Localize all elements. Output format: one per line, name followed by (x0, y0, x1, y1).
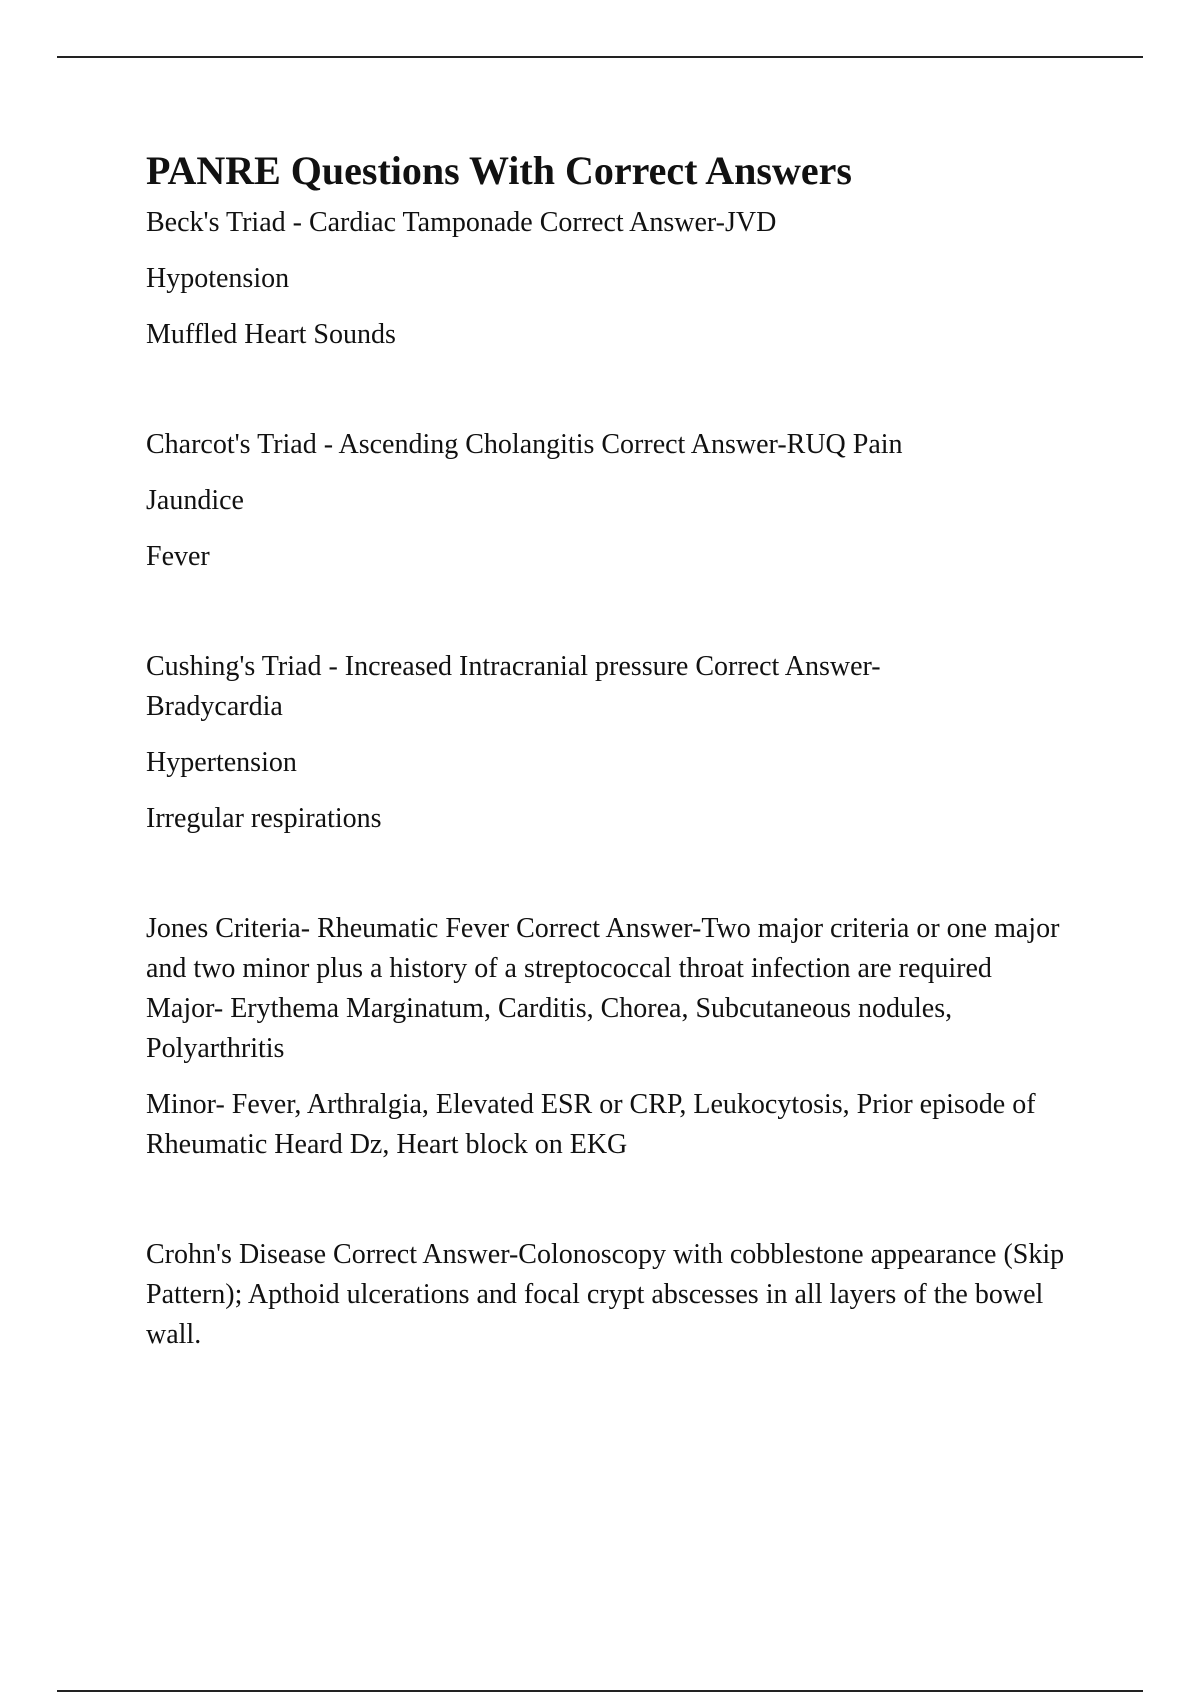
entry-text: Muffled Heart Sounds (146, 319, 396, 350)
spacer (146, 855, 1106, 909)
document-body (146, 145, 1106, 1371)
entry-text: Cushing's Triad - Increased Intracranial pressure Correct Answer-Bradycardia (146, 651, 881, 722)
spacer (146, 1181, 1106, 1235)
entry-text: Hypotension (146, 263, 290, 294)
entry-text: Jaundice (146, 485, 244, 516)
entry-cushings-triad (146, 647, 1106, 839)
entry-text: Minor- Fever, Arthralgia, Elevated ESR or CRP, Leukocytosis, Prior episode of Rheumatic Heard Dz, Heart block on EKG (146, 1089, 1036, 1160)
spacer (146, 371, 1106, 425)
page-title: PANRE Questions With Correct Answers (146, 148, 852, 193)
entry-jones-criteria (146, 909, 1106, 1165)
entry-text: Beck's Triad - Cardiac Tamponade Correct Answer-JVD (146, 207, 777, 238)
entry-text: Irregular respirations (146, 803, 382, 834)
top-rule (57, 56, 1143, 58)
entry-text: Charcot's Triad - Ascending Cholangitis Correct Answer-RUQ Pain (146, 429, 903, 460)
entry-charcots-triad (146, 425, 1106, 577)
entry-text: Hypertension (146, 747, 297, 778)
entry-becks-triad (146, 203, 1106, 355)
entry-text: Jones Criteria- Rheumatic Fever Correct Answer-Two major criteria or one major and two minor plus a history of a streptococcal throat infection are required Major- Erythema Marginatum, Carditis, Chorea, Subcutaneous nodules, Polyarthritis (146, 913, 1060, 1064)
spacer (146, 593, 1106, 647)
entry-crohns-disease (146, 1235, 1106, 1355)
bottom-rule (57, 1690, 1143, 1692)
entry-text: Fever (146, 541, 210, 572)
entry-text: Crohn's Disease Correct Answer-Colonoscopy with cobblestone appearance (Skip Pattern); Apthoid ulcerations and focal crypt abscesses in all layers of the bowel wall. (146, 1239, 1065, 1350)
